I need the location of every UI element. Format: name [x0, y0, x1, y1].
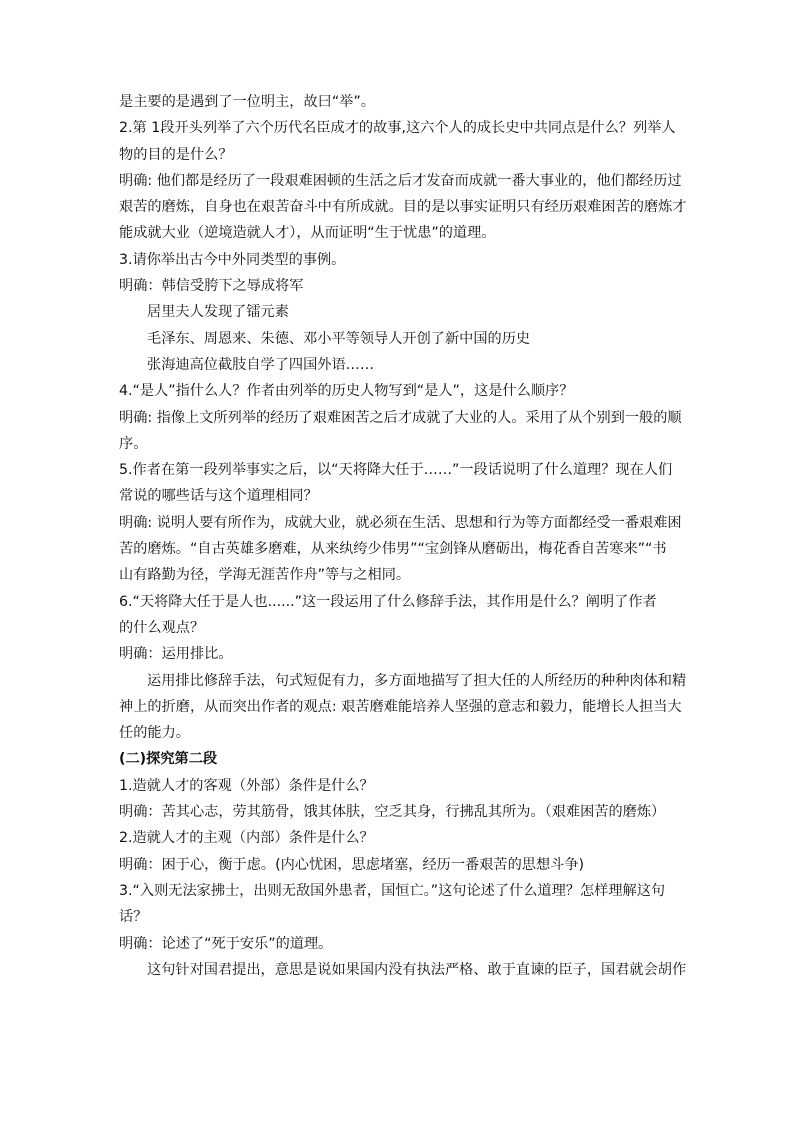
text-line: 明确：苦其心志，劳其筋骨，饿其体肤，空乏其身，行拂乱其所为。（艰难困苦的磨炼）	[119, 804, 666, 821]
text-line: 明确: 指像上文所列举的经历了艰难困苦之后才成就了大业的人。采用了从个别到一般的顺	[119, 409, 682, 426]
text-line: 6.“天将降大任于是人也......”这一段运用了什么修辞手法，其作用是什么？阐明了作者	[119, 593, 657, 610]
document-page	[119, 89, 687, 983]
text-line: 这句针对国君提出，意思是说如果国内没有执法严格、敢于直谏的臣子，国君就会胡作	[147, 961, 687, 978]
text-line: 明确：论述了“死于安乐”的道理。	[119, 935, 333, 952]
text-line: 明确：困于心，衡于虑。(内心忧困，思虑堵塞，经历一番艰苦的思想斗争)	[119, 856, 585, 873]
text-line: 任的能力。	[119, 725, 190, 742]
text-line: 艰苦的磨炼，自身也在艰苦奋斗中有所成就。目的是以事实证明只有经历艰难困苦的磨炼才	[119, 199, 687, 216]
text-line: 是主要的是遇到了一位明主，故曰“举”。	[119, 94, 375, 110]
text-line: 明确: 他们都是经历了一段艰难困顿的生活之后才发奋而成就一番大事业的，他们都经历过	[119, 172, 682, 189]
text-line: 3.请你举出古今中外同类型的事例。	[119, 251, 346, 268]
text-line: 物的目的是什么？	[119, 146, 233, 163]
text-line: 毛泽东、周恩来、朱德、邓小平等领导人开创了新中国的历史	[147, 330, 531, 347]
text-line: 明确: 说明人要有所作为，成就大业，就必须在生活、思想和行为等方面都经受一番艰难困	[119, 514, 682, 531]
text-line: 的什么观点？	[119, 619, 205, 636]
text-line: 运用排比修辞手法，句式短促有力，多方面地描写了担大任的人所经历的种种肉体和精	[147, 672, 687, 689]
text-line: 1.造就人才的客观（外部）条件是什么？	[119, 777, 374, 794]
text-line: 居里夫人发现了镭元素	[147, 304, 289, 321]
text-line: 明确：运用排比。	[119, 646, 233, 663]
text-line: 山有路勤为径，学海无涯苦作舟”等与之相同。	[119, 567, 411, 584]
text-line: 话？	[119, 909, 148, 926]
text-line: 能成就大业（逆境造就人才），从而证明“生于忧患”的道理。	[119, 225, 496, 242]
text-line: 神上的折磨，从而突出作者的观点: 艰苦磨难能培养人坚强的意志和毅力，能增长人担当大	[119, 698, 682, 715]
text-line: 苦的磨炼。“自古英雄多磨难，从来纨绔少伟男”“宝剑锋从磨砺出，梅花香自苦寒来”“书	[119, 541, 667, 558]
text-line: 序。	[119, 435, 148, 452]
text-line: 4.“是人”指什么人？作者由列举的历史人物写到“是人”，这是什么顺序？	[119, 383, 574, 400]
text-line: 2.造就人才的主观（内部）条件是什么？	[119, 830, 374, 847]
text-line: 常说的哪些话与这个道理相同？	[119, 488, 318, 505]
text-line: 张海迪高位截肢自学了四国外语……	[147, 356, 375, 373]
text-line: 2.第 1段开头列举了六个历代名臣成才的故事,这六个人的成长史中共同点是什么？列举人	[119, 120, 676, 137]
section-heading: (二)探究第二段	[119, 751, 218, 768]
text-line: 5.作者在第一段列举事实之后，以“天将降大任于……”一段话说明了什么道理？现在人们	[119, 462, 673, 479]
text-line: 3.“入则无法家拂士，出则无敌国外患者，国恒亡。”这句论述了什么道理？怎样理解这句	[119, 882, 666, 899]
text-line: 明确：韩信受胯下之辱成将军	[119, 278, 304, 295]
text-body	[119, 89, 687, 983]
